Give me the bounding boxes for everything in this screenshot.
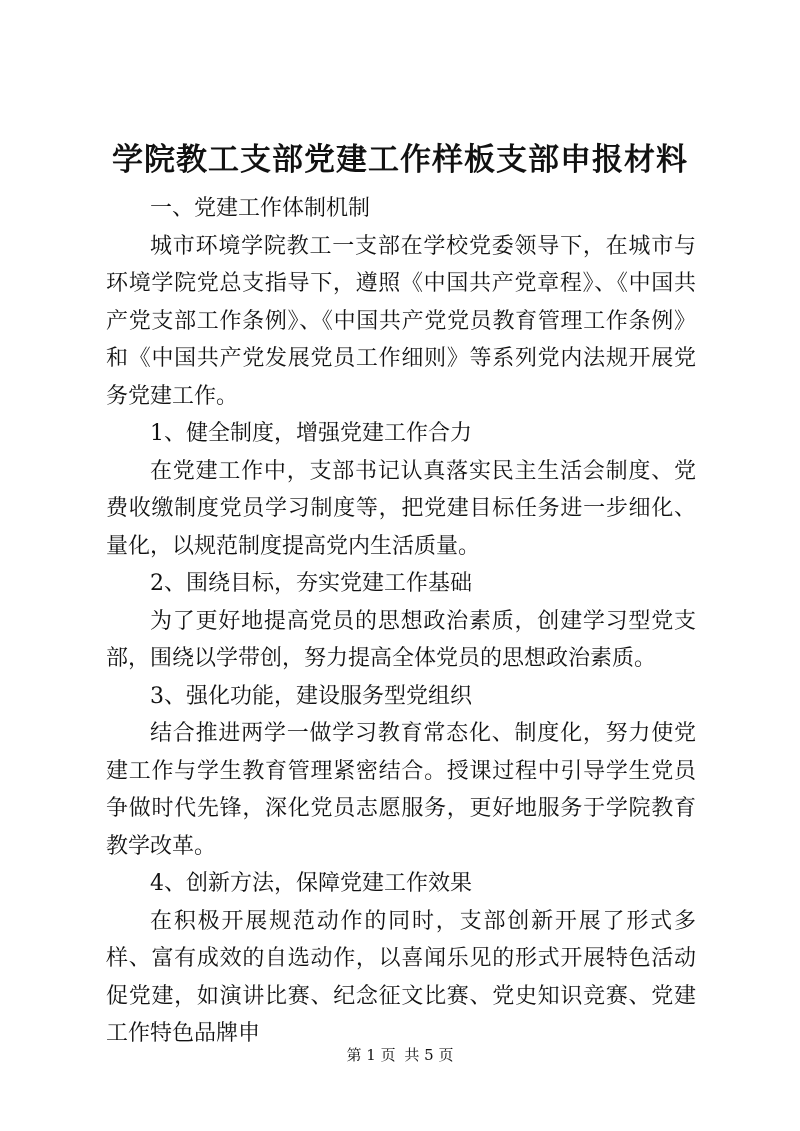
page-number: 第 1 页	[346, 1046, 396, 1064]
body-paragraph: 结合推进两学一做学习教育常态化、制度化，努力使党建工作与学生教育管理紧密结合。授课过程中引导学生党员争做时代先锋，深化党员志愿服务，更好地服务于学院教育教学改革。	[106, 721, 696, 859]
subsection-heading: 1、健全制度，增强党建工作合力	[150, 421, 472, 446]
subsection-heading: 2、围绕目标，夯实党建工作基础	[150, 571, 472, 596]
body-paragraph: 为了更好地提高党员的思想政治素质，创建学习型党支部，围绕以学带创，努力提高全体党员的思想政治素质。	[106, 608, 696, 671]
page-footer	[0, 1045, 800, 1065]
subsection-heading: 3、强化功能，建设服务型党组织	[150, 683, 472, 709]
body-paragraph: 在积极开展规范动作的同时，支部创新开展了形式多样、富有成效的自选动作，以喜闻乐见的形式开展特色活动促党建，如演讲比赛、纪念征文比赛、党史知识竞赛、党建工作特色品牌申	[106, 908, 696, 1046]
body-paragraph: 城市环境学院教工一支部在学校党委领导下，在城市与环境学院党总支指导下，遵照《中国共产党章程》、《中国共产党支部工作条例》、《中国共产党党员教育管理工作条例》和《中国共产党发展党员工作细则》等系列党内法规开展党务党建工作。	[106, 233, 696, 409]
section-heading: 一、党建工作体制机制	[150, 196, 371, 221]
document-title: 学院教工支部党建工作样板支部申报材料	[112, 142, 688, 178]
body-paragraph: 在党建工作中，支部书记认真落实民主生活会制度、党费收缴制度党员学习制度等，把党建目标任务进一步细化、量化，以规范制度提高党内生活质量。	[106, 458, 696, 559]
page-total: 共 5 页	[404, 1046, 454, 1064]
subsection-heading: 4、创新方法，保障党建工作效果	[150, 871, 472, 896]
document-body	[106, 190, 696, 1053]
